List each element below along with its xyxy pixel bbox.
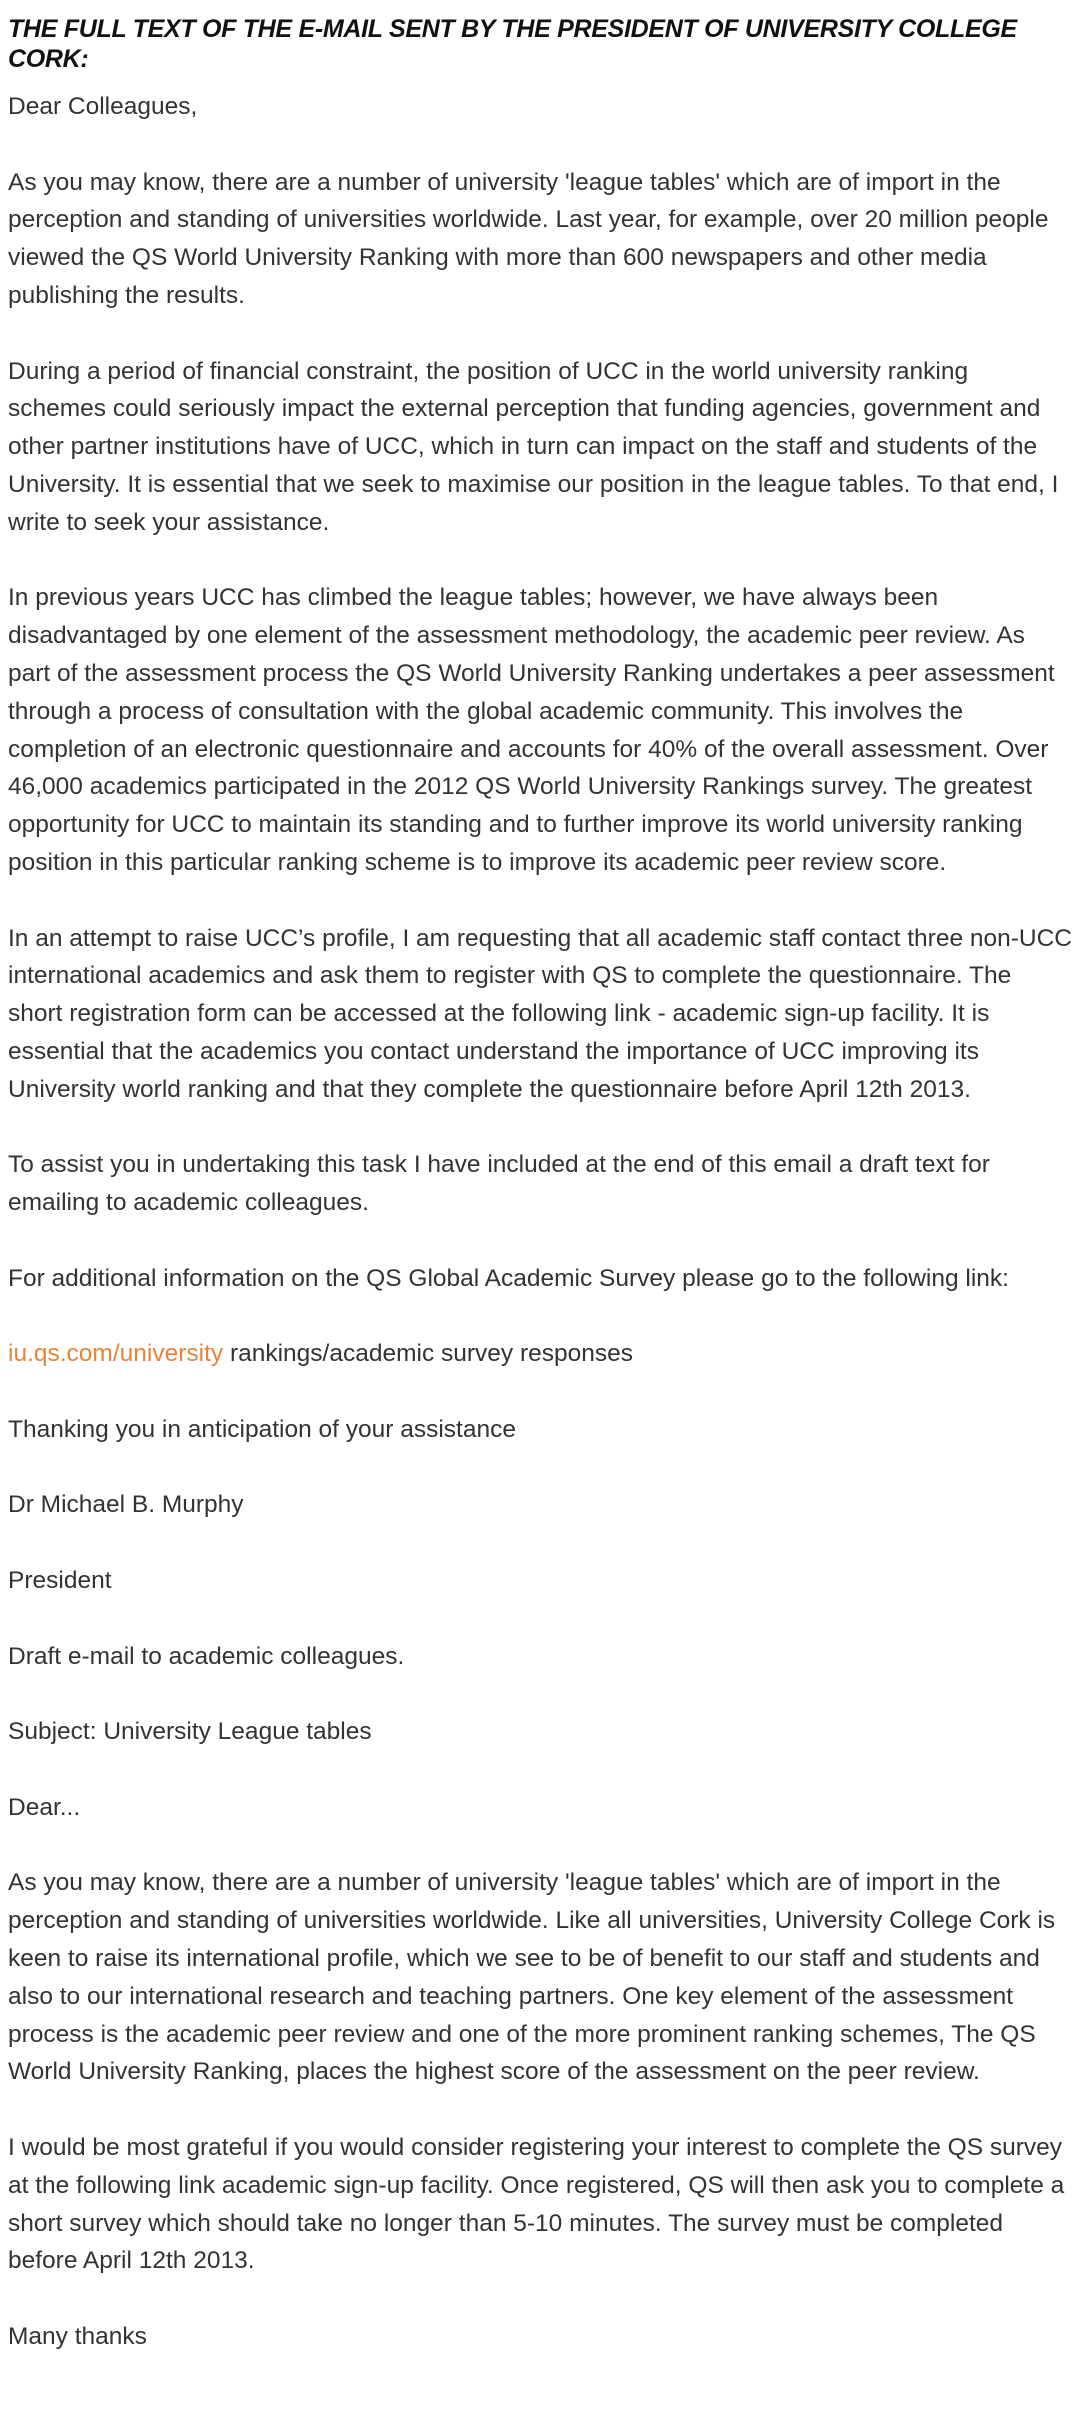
signature-name: Dr Michael B. Murphy bbox=[8, 1491, 244, 1519]
paragraph-draft-note: To assist you in undertaking this task I have included at the end of this email a draft text for emailing to academic colleagues. bbox=[8, 1151, 990, 1217]
paragraph-additional-info: For additional information on the QS Global Academic Survey please go to the following link: bbox=[8, 1264, 1009, 1292]
qs-survey-link[interactable]: iu.qs.com/university bbox=[8, 1340, 224, 1368]
survey-link-suffix: rankings/academic survey responses bbox=[223, 1340, 634, 1368]
draft-greeting: Dear... bbox=[8, 1793, 81, 1821]
paragraph-request: In an attempt to raise UCC’s profile, I am requesting that all academic staff contact three non-UCC international academics and ask them to register with QS to complete the questionnaire. The short registration form can be accessed at the following link - academic sign-up facility. It is essential that the academics you contact understand the importance of UCC improving its University world ranking and that they complete the questionnaire before April 12th 2013. bbox=[8, 924, 1072, 1103]
paragraph-financial-constraint: During a period of financial constraint, the position of UCC in the world university ranking schemes could seriously impact the external perception that funding agencies, government and other partner institutions have of UCC, which in turn can impact on the staff and students of the University. It is essential that we seek to maximise our position in the league tables. To that end, I write to seek your assistance. bbox=[8, 357, 1059, 536]
survey-link-line bbox=[8, 1335, 1072, 1373]
thanks-line: Thanking you in anticipation of your assistance bbox=[8, 1415, 516, 1443]
page-title: THE FULL TEXT OF THE E-MAIL SENT BY THE PRESIDENT OF UNIVERSITY COLLEGE CORK: bbox=[8, 15, 1017, 73]
article-body bbox=[8, 14, 1072, 2394]
signature-title: President bbox=[8, 1567, 112, 1595]
paragraph-league-tables: As you may know, there are a number of university 'league tables' which are of import in the perception and standing of universities worldwide. Last year, for example, over 20 million people viewed the QS World University Ranking with more than 600 newspapers and other media publishing the results. bbox=[8, 168, 1049, 309]
paragraph-peer-review: In previous years UCC has climbed the league tables; however, we have always been disadvantaged by one element of the assessment methodology, the academic peer review. As part of the assessment process the QS World University Ranking undertakes a peer assessment through a process of consultation with the global academic community. This involves the completion of an electronic questionnaire and accounts for 40% of the overall assessment. Over 46,000 academics participated in the 2012 QS World University Rankings survey. The greatest opportunity for UCC to maintain its standing and to further improve its world university ranking position in this particular ranking scheme is to improve its academic peer review score. bbox=[8, 584, 1055, 876]
draft-label: Draft e-mail to academic colleagues. bbox=[8, 1642, 405, 1670]
draft-paragraph-registration: I would be most grateful if you would consider registering your interest to complete the QS survey at the following link academic sign-up facility. Once registered, QS will then ask you to complete a short survey which should take no longer than 5-10 minutes. The survey must be completed before April 12th 2013. bbox=[8, 2134, 1065, 2275]
greeting-line: Dear Colleagues, bbox=[8, 93, 198, 120]
closing-line: Many thanks bbox=[8, 2323, 147, 2351]
draft-paragraph-profile: As you may know, there are a number of university 'league tables' which are of import in the perception and standing of universities worldwide. Like all universities, University College Cork is keen to raise its international profile, which we see to be of benefit to our staff and students and also to our international research and teaching partners. One key element of the assessment process is the academic peer review and one of the more prominent ranking schemes, The QS World University Ranking, places the highest score of the assessment on the peer review. bbox=[8, 1869, 1056, 2086]
draft-subject: Subject: University League tables bbox=[8, 1718, 372, 1746]
